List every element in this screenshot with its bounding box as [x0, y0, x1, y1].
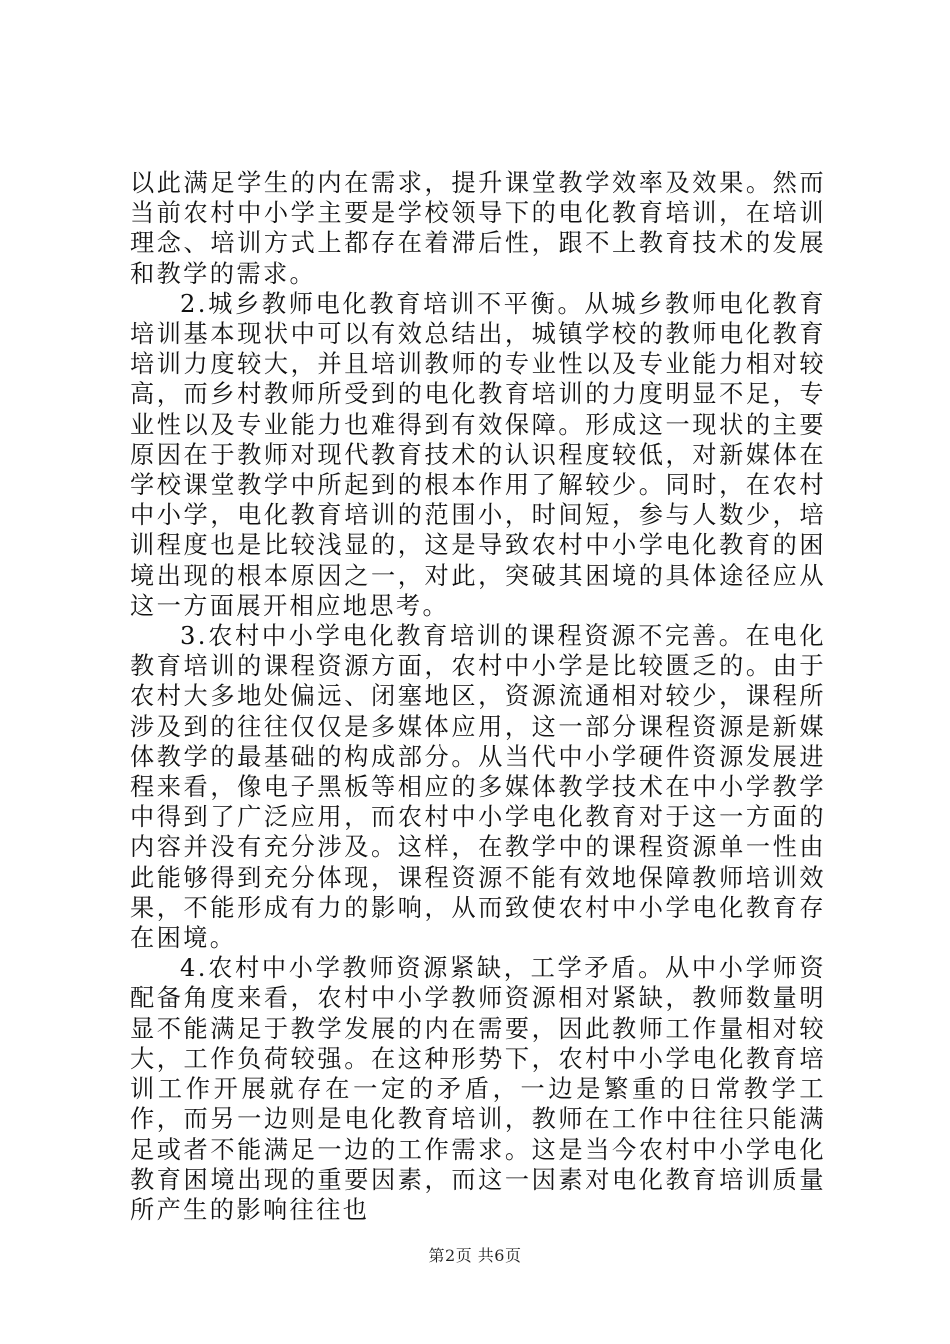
page-number-footer: 第2页 共6页: [428, 1246, 522, 1265]
paragraph-point-4: 4.农村中小学教师资源紧缺，工学矛盾。从中小学师资配备角度来看，农村中小学教师资源相对紧缺，教师数量明显不能满足于教学发展的内在需要，因此教师工作量相对较大，工作负荷较强。在这种形势下，农村中小学电化教育培训工作开展就存在一定的矛盾，一边是繁重的日常教学工作，而另一边则是电化教育培训，教师在工作中往往只能满足或者不能满足一边的工作需求。这是当今农村中小学电化教育困境出现的重要因素，而这一因素对电化教育培训质量所产生的影响往往也: [130, 954, 826, 1224]
document-body: [130, 168, 826, 1225]
paragraph-point-2: 2.城乡教师电化教育培训不平衡。从城乡教师电化教育培训基本现状中可以有效总结出，城镇学校的教师电化教育培训力度较大，并且培训教师的专业性以及专业能力相对较高，而乡村教师所受到的电化教育培训的力度明显不足，专业性以及专业能力也难得到有效保障。形成这一现状的主要原因在于教师对现代教育技术的认识程度较低，对新媒体在学校课堂教学中所起到的根本作用了解较少。同时，在农村中小学，电化教育培训的范围小，时间短，参与人数少，培训程度也是比较浅显的，这是导致农村中小学电化教育的困境出现的根本原因之一，对此，突破其困境的具体途径应从这一方面展开相应地思考。: [130, 289, 826, 620]
paragraph-point-3: 3.农村中小学电化教育培训的课程资源不完善。在电化教育培训的课程资源方面，农村中小学是比较匮乏的。由于农村大多地处偏远、闭塞地区，资源流通相对较少，课程所涉及到的往往仅仅是多媒体应用，这一部分课程资源是新媒体教学的最基础的构成部分。从当代中小学硬件资源发展进程来看，像电子黑板等相应的多媒体教学技术在中小学教学中得到了广泛应用，而农村中小学电化教育对于这一方面的内容并没有充分涉及。这样，在教学中的课程资源单一性由此能够得到充分体现，课程资源不能有效地保障教师培训效果，不能形成有力的影响，从而致使农村中小学电化教育存在困境。: [130, 622, 826, 953]
paragraph-intro-continuation: 以此满足学生的内在需求，提升课堂教学效率及效果。然而当前农村中小学主要是学校领导下的电化教育培训，在培训理念、培训方式上都存在着滞后性，跟不上教育技术的发展和教学的需求。: [130, 169, 826, 288]
